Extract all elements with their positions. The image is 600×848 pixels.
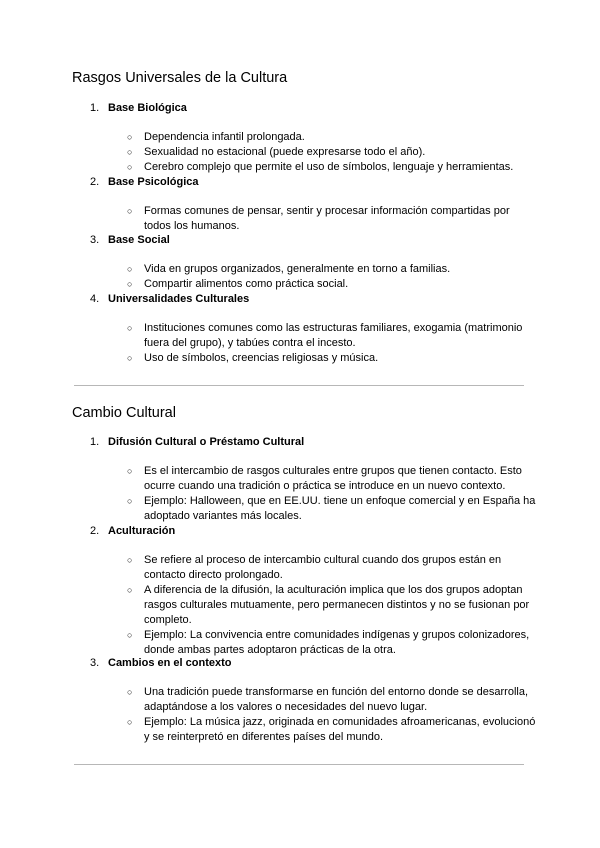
list-item: Compartir alimentos como práctica social. <box>144 278 349 290</box>
list-item: Cerebro complejo que permite el uso de símbolos, lenguaje y herramientas. <box>144 161 514 173</box>
list-item: Sexualidad no estacional (puede expresarse todo el año). <box>144 146 426 158</box>
list-item: Ejemplo: La música jazz, originada en comunidades afroamericanas, evolucionó y se reinterpretó en diferentes países del mundo. <box>144 716 536 743</box>
bullet-icon: ○ <box>127 630 133 640</box>
bullet-icon: ○ <box>127 353 133 363</box>
horizontal-divider <box>74 764 524 765</box>
item-heading-cambios-contexto: Cambios en el contexto <box>108 657 232 669</box>
section-title-cambio: Cambio Cultural <box>72 405 176 421</box>
list-number: 1. <box>90 102 100 114</box>
list-item: Se refiere al proceso de intercambio cultural cuando dos grupos están en contacto directo prolongado. <box>144 554 502 581</box>
item-heading-difusion: Difusión Cultural o Préstamo Cultural <box>108 436 305 448</box>
bullet-icon: ○ <box>127 585 133 595</box>
item-heading-universalidades: Universalidades Culturales <box>108 293 250 305</box>
bullet-icon: ○ <box>127 264 133 274</box>
list-item: Uso de símbolos, creencias religiosas y música. <box>144 352 379 364</box>
bullet-icon: ○ <box>127 466 133 476</box>
item-heading-base-psicologica: Base Psicológica <box>108 176 199 188</box>
list-item: Ejemplo: Halloween, que en EE.UU. tiene un enfoque comercial y en España ha adoptado variantes más locales. <box>144 495 536 522</box>
list-item: Vida en grupos organizados, generalmente en torno a familias. <box>144 263 451 275</box>
item-heading-base-social: Base Social <box>108 234 170 246</box>
bullet-icon: ○ <box>127 323 133 333</box>
list-item: A diferencia de la difusión, la aculturación implica que los dos grupos adoptan rasgos culturales mutuamente, pero permanecen distintos y no se fusionan por completo. <box>144 584 530 626</box>
section-title-rasgos: Rasgos Universales de la Cultura <box>72 70 288 86</box>
bullet-icon: ○ <box>127 206 133 216</box>
list-number: 1. <box>90 436 100 448</box>
list-item: Formas comunes de pensar, sentir y procesar información compartidas por todos los humanos. <box>144 205 510 232</box>
list-number: 3. <box>90 657 100 669</box>
list-number: 3. <box>90 234 100 246</box>
bullet-icon: ○ <box>127 132 133 142</box>
list-number: 4. <box>90 293 100 305</box>
item-heading-base-biologica: Base Biológica <box>108 102 187 114</box>
bullet-icon: ○ <box>127 555 133 565</box>
list-item: Es el intercambio de rasgos culturales entre grupos que tienen contacto. Esto ocurre cuando una tradición o práctica se introduce en un nuevo contexto. <box>144 465 522 492</box>
list-number: 2. <box>90 525 100 537</box>
bullet-icon: ○ <box>127 717 133 727</box>
bullet-icon: ○ <box>127 147 133 157</box>
bullet-icon: ○ <box>127 496 133 506</box>
bullet-icon: ○ <box>127 162 133 172</box>
list-item: Instituciones comunes como las estructuras familiares, exogamia (matrimonio fuera del grupo), y tabúes contra el incesto. <box>144 322 523 349</box>
bullet-icon: ○ <box>127 279 133 289</box>
list-item: Dependencia infantil prolongada. <box>144 131 305 143</box>
list-item: Una tradición puede transformarse en función del entorno donde se desarrolla, adaptándose a los valores o necesidades del nuevo lugar. <box>144 686 529 713</box>
horizontal-divider <box>74 385 524 386</box>
item-heading-aculturacion: Aculturación <box>108 525 176 537</box>
bullet-icon: ○ <box>127 687 133 697</box>
list-number: 2. <box>90 176 100 188</box>
list-item: Ejemplo: La convivencia entre comunidades indígenas y grupos colonizadores, donde ambas partes adoptaron prácticas de la otra. <box>144 629 530 656</box>
